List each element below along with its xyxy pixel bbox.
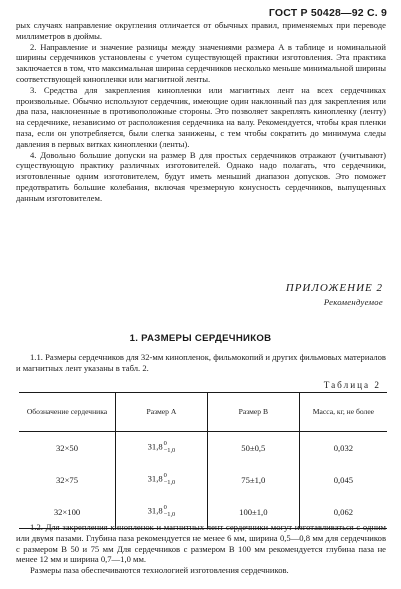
appendix-heading bbox=[286, 281, 383, 309]
appendix-title: ПРИЛОЖЕНИЕ 2 bbox=[285, 282, 383, 294]
note-4: 4. Довольно большие допуски на размер B для простых сердечников отражают (учитывают) существующую практику различных изготовителей. Однако надо полагать, что сердечники, изготовленные одним изготовителем, будут иметь меньший диапазон допусков. Это поможет предотвратить большие колебания, включая чрезмерную конусность сердечников, выпущенных данным изготовителем. bbox=[16, 149, 386, 203]
table-header-row bbox=[19, 393, 387, 432]
note-2: 2. Направление и значение разницы между значениями размера A в таблице и номинальной ширины сердечников установлены с учетом существующей практики изготовления. Эта практика заключается в том, что максимальная ширина сердечников несколько меньше минимальной ширины соответствующей кинопленки или магнитной ленты. bbox=[16, 41, 386, 84]
clause-1-2: 1.2. Для закрепления кинопленок и магнитных лент сердечники могут изготавливаться с одним или двумя пазами. Глубина паза рекомендуется не менее 6 мм, ширина 0,5—0,8 мм для сердечников с размером B 50 и 75 мм Для сердечников с размером B 100 мм рекомендуется глубина паза не менее 12 мм и ширина 0,7—1,0 мм. bbox=[16, 522, 386, 565]
tol-lower: −1,0 bbox=[163, 511, 176, 518]
size-a-base: 31,8 bbox=[147, 441, 163, 452]
header-size-b: Размер B bbox=[207, 393, 299, 432]
table-row bbox=[19, 464, 387, 496]
intro-paragraph: 1.1. Размеры сердечников для 32-мм кинопленок, фильмокопий и других фильмовых материалов и магнитных лент указаны в табл. 2. bbox=[16, 352, 386, 373]
table-row bbox=[19, 432, 387, 465]
cell-mass: 0,062 bbox=[299, 496, 387, 529]
size-a-tolerance bbox=[164, 441, 176, 454]
cell-mass: 0,045 bbox=[299, 464, 387, 496]
cell-size-b: 50±0,5 bbox=[207, 432, 299, 465]
clause-closing: Размеры паза обеспечиваются технологией изготовления сердечников. bbox=[30, 565, 289, 576]
cell-designation: 32×50 bbox=[55, 443, 79, 453]
tol-lower: −1,0 bbox=[163, 479, 176, 486]
closing-block bbox=[16, 522, 386, 576]
header-size-a: Размер A bbox=[116, 393, 208, 432]
tol-upper: 0 bbox=[163, 504, 167, 512]
note-3: 3. Средства для закрепления кинопленки или магнитных лент на всех сердечниках произвольные. Обычно используют сердечник, имеющие один наклонный паз для закрепления или два паза, наклоненные в противоположные стороны. Это позволяет закреплять кинопленку (ленту) на сердечнике, независимо от расположения сердечника на валу. Рекомендуется, чтобы края пленки паза, если он употребляется, были слегка занижены, с тем чтобы сократить до минимума следы давления в первых витках кинопленки (ленты). bbox=[16, 84, 386, 149]
core-dimensions-table bbox=[19, 392, 387, 529]
cell-size-b: 100±1,0 bbox=[207, 496, 299, 529]
tol-upper: 0 bbox=[163, 472, 167, 480]
cell-mass: 0,032 bbox=[299, 432, 387, 465]
section-title: 1. РАЗМЕРЫ СЕРДЕЧНИКОВ bbox=[129, 333, 272, 344]
cell-size-a bbox=[116, 432, 208, 465]
size-a-base: 31,8 bbox=[147, 505, 163, 516]
header-mass: Масса, кг, не более bbox=[299, 393, 387, 432]
tol-lower: −1,0 bbox=[163, 447, 176, 454]
size-a-base: 31,8 bbox=[147, 473, 163, 484]
size-a-tolerance bbox=[164, 505, 176, 518]
intro-block bbox=[16, 352, 386, 374]
cell-size-b: 75±1,0 bbox=[207, 464, 299, 496]
appendix-subtitle: Рекомендуемое bbox=[323, 297, 383, 307]
size-a-tolerance bbox=[164, 473, 176, 486]
header-designation: Обозначение сердечника bbox=[19, 393, 116, 432]
page-header: ГОСТ Р 50428—92 С. 9 bbox=[268, 7, 387, 19]
tol-upper: 0 bbox=[163, 440, 167, 448]
note-continuation: рых случаях направление округления отличается от обычных правил, применяемых при переводе миллиметров в дюймы. bbox=[16, 20, 386, 41]
notes-block bbox=[16, 20, 386, 204]
cell-designation: 32×75 bbox=[55, 475, 79, 485]
cell-designation: 32×100 bbox=[19, 496, 116, 529]
table-caption: Таблица 2 bbox=[323, 380, 381, 390]
cell-size-a bbox=[116, 464, 208, 496]
